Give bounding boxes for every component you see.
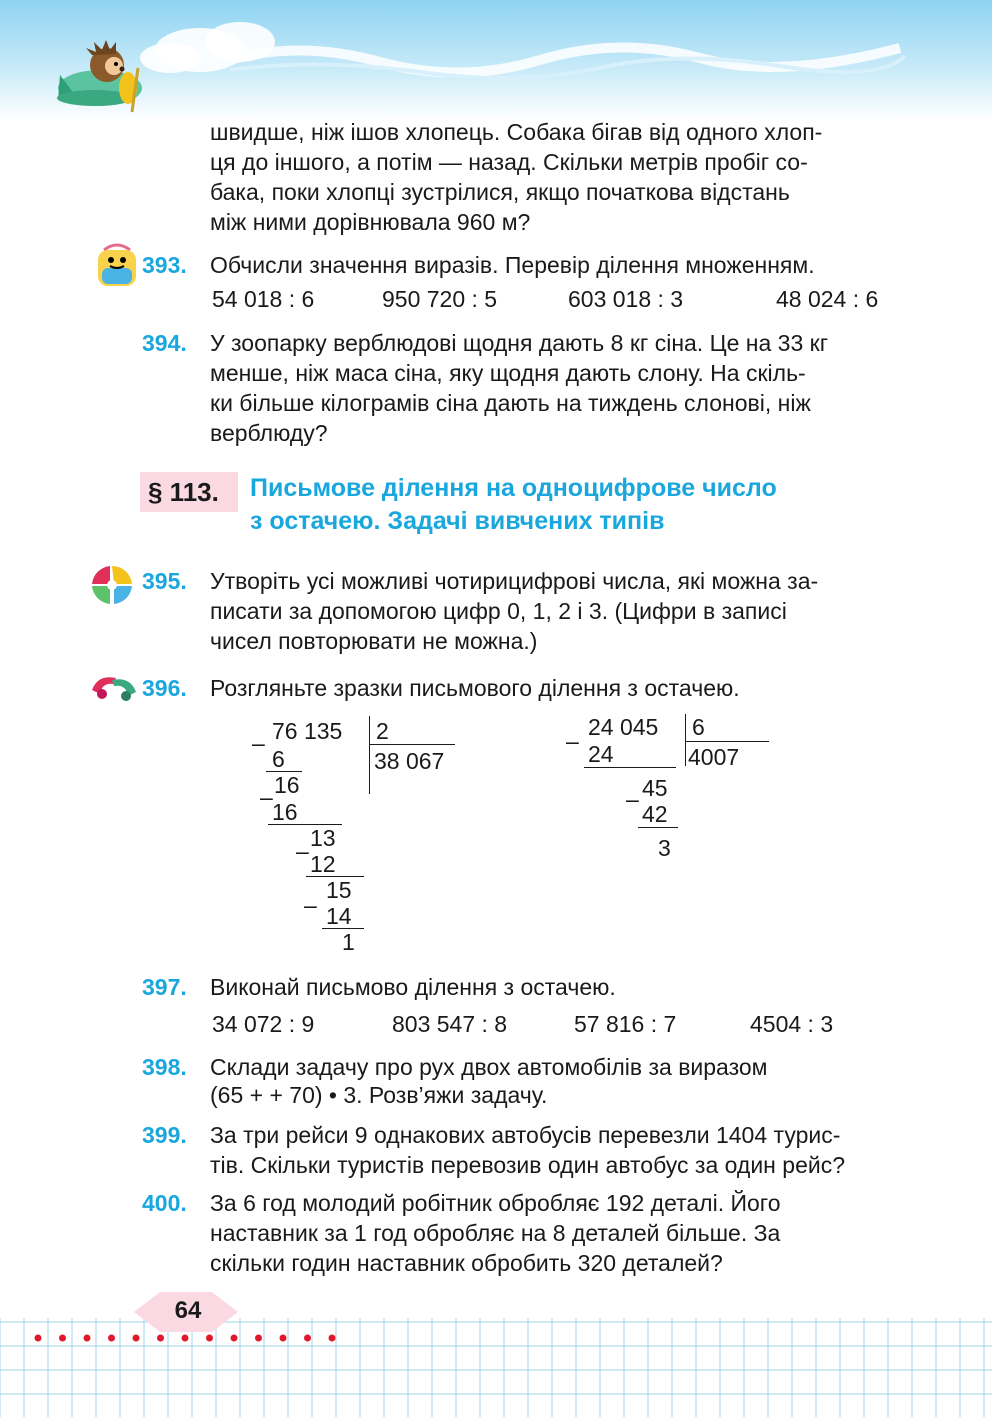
task-396-text: Розгляньте зразки письмового ділення з остачею. [210,675,740,701]
divisor-underline [369,744,455,745]
step-underline [584,767,676,768]
task-398-line-1: Склади задачу про рух двох автомобілів за виразом [210,1054,768,1080]
continuation-line-2: ця до іншого, а потім — назад. Скільки метрів пробіг со- [210,149,808,175]
division-2-dividend: 24 045 [588,714,659,740]
task-395-line-2: писати за допомогою цифр 0, 1, 2 і 3. (Цифри в записі [210,598,787,624]
task-400-number: 400. [142,1190,187,1216]
division-1-divisor: 2 [376,718,389,744]
minus-sign: – [252,730,265,756]
footer-dot [329,1335,336,1342]
footer-dot [182,1335,189,1342]
continuation-line-1: швидше, ніж ішов хлопець. Собака бігав від одного хлоп- [210,119,823,145]
footer-dot [35,1335,42,1342]
task-397-expressions [210,1009,908,1039]
task-399-line-2: тів. Скільки туристів перевозив один автобус за один рейс? [210,1152,845,1178]
task-397-number: 397. [142,974,187,1000]
expression: 603 018 : 3 [568,286,684,312]
task-397-text: Виконай письмово ділення з остачею. [210,974,616,1000]
section-title-line-2: з остачею. Задачі вивчених типів [250,507,665,535]
task-393-expressions [210,284,908,314]
footer-dot [206,1335,213,1342]
task-395-line-1: Утворіть усі можливі чотирицифрові числа, які можна за- [210,568,819,594]
expression: 48 024 : 6 [776,286,879,312]
minus-sign: – [566,728,579,754]
division-1-step: 12 [310,851,336,877]
divisor-underline [685,741,769,742]
task-399-number: 399. [142,1122,187,1148]
backpack-icon [92,242,142,290]
division-1-dividend: 76 135 [272,718,343,744]
puzzle-icon [88,562,136,608]
division-2-step: 3 [658,835,671,861]
pointing-hands-icon [88,670,140,704]
minus-sign: – [304,892,317,918]
step-underline [638,827,678,828]
expression: 54 018 : 6 [212,286,315,312]
footer-dot [84,1335,91,1342]
task-394-line-2: менше, ніж маса сіна, яку щодня дають слону. На скіль- [210,360,806,386]
section-number: § 113. [140,472,238,512]
footer-dot [59,1335,66,1342]
expression: 803 547 : 8 [392,1011,508,1037]
footer-dot [304,1335,311,1342]
division-bar [685,714,686,766]
page-number: 64 [174,1297,202,1324]
division-2-divisor: 6 [692,714,705,740]
expression: 34 072 : 9 [212,1011,315,1037]
task-394-line-1: У зоопарку верблюдові щодня дають 8 кг сіна. Це на 33 кг [210,330,829,356]
footer-dot [255,1335,262,1342]
page-header-sky [0,0,992,120]
division-1-step: 6 [272,746,285,772]
division-1-step: 13 [310,825,336,851]
division-1-step: 14 [326,903,352,929]
airplane-hedgehog-icon [0,0,992,130]
continuation-line-3: бака, поки хлопці зустрілися, якщо початкова відстань [210,179,790,205]
continuation-line-4: між ними дорівнювала 960 м? [210,209,531,235]
task-393-number: 393. [142,252,187,278]
minus-sign: – [626,786,639,812]
task-394-number: 394. [142,330,187,356]
division-1-step: 16 [274,772,300,798]
division-2-step: 24 [588,741,614,767]
footer-dot [157,1335,164,1342]
expression: 57 816 : 7 [574,1011,677,1037]
task-395-line-3: чисел повторювати не можна.) [210,628,538,654]
task-398-number: 398. [142,1054,187,1080]
division-1-step: 15 [326,877,352,903]
task-399-line-1: За три рейси 9 однакових автобусів перевезли 1404 турис- [210,1122,841,1148]
footer-dot [280,1335,287,1342]
expression: 4504 : 3 [750,1011,834,1037]
division-2-quotient: 4007 [688,744,740,770]
division-2-step: 45 [642,775,668,801]
division-1-step: 16 [272,799,298,825]
task-394-line-3: ки більше кілограмів сіна дають на тиждень слонові, ніж [210,390,811,416]
section-title [250,472,890,538]
footer-dot [108,1335,115,1342]
task-398-line-2: (65 + + 70) • 3. Розв’яжи задачу. [210,1082,548,1108]
division-1-quotient: 38 067 [374,748,445,774]
minus-sign: – [296,838,309,864]
task-400-line-1: За 6 год молодий робітник обробляє 192 деталі. Його [210,1190,781,1216]
section-title-line-1: Письмове ділення на одноцифрове число [250,474,777,502]
expression: 950 720 : 5 [382,286,498,312]
footer-dot [133,1335,140,1342]
task-400-line-3: скільки годин наставник обробить 320 деталей? [210,1250,723,1276]
task-394-line-4: верблюду? [210,420,328,446]
task-393-text: Обчисли значення виразів. Перевір ділення множенням. [210,252,815,278]
task-400-line-2: наставник за 1 год обробляє на 8 деталей більше. За [210,1220,781,1246]
footer-dot [231,1335,238,1342]
task-395-number: 395. [142,568,187,594]
task-396-number: 396. [142,675,187,701]
division-bar [369,716,370,794]
division-2-step: 42 [642,801,668,827]
minus-sign: – [260,784,273,810]
division-1-step: 1 [342,929,355,955]
